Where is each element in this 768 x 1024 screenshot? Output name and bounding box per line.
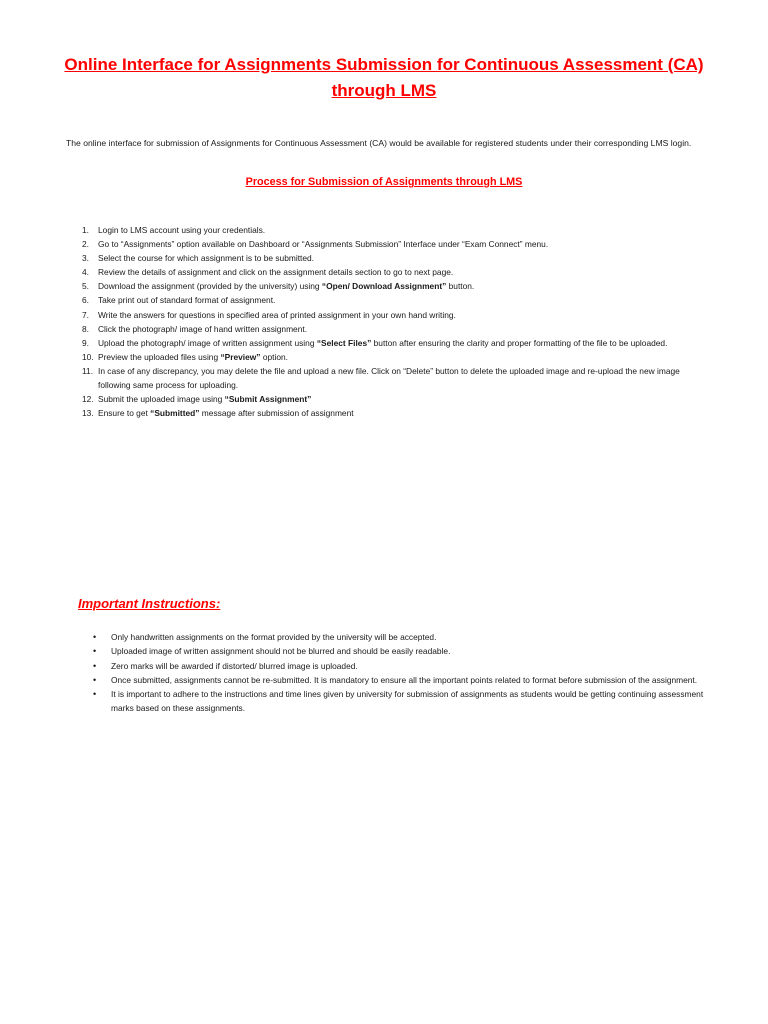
step-item (66, 364, 706, 392)
instruction-item (66, 673, 706, 687)
step-item (66, 406, 706, 420)
step-number: 7. (82, 309, 89, 320)
step-item (66, 350, 706, 364)
step-text: Go to “Assignments” option available on Dashboard or “Assignments Submission” Interface under “Exam Connect” menu. (98, 239, 549, 250)
document-title-line1: Online Interface for Assignments Submission for Continuous Assessment (CA) (64, 55, 704, 74)
step-text: Upload the photograph/ image of written assignment using (98, 337, 317, 348)
step-emphasis: “Open/ Download Assignment” (321, 281, 447, 292)
step-number: 8. (82, 323, 89, 334)
step-number: 4. (82, 267, 89, 278)
instruction-text: Once submitted, assignments cannot be re-submitted. It is mandatory to ensure all the important points related to format before submission of the assignment. (111, 674, 698, 685)
step-item (66, 265, 706, 279)
step-text: Take print out of standard format of assignment. (98, 295, 276, 306)
instruction-item (66, 687, 706, 716)
step-text-end: button after ensuring the clarity and proper formatting of the file to be uploaded. (371, 337, 668, 348)
step-number: 13. (82, 408, 94, 419)
step-item (66, 392, 706, 406)
instruction-item (66, 644, 706, 658)
step-text: Submit the uploaded image using (98, 394, 225, 405)
step-text: Ensure to get (98, 408, 151, 419)
step-number: 12. (82, 394, 94, 405)
process-steps-list (66, 223, 706, 420)
instruction-text: It is important to adhere to the instructions and time lines given by university for submission of assignments as students would be getting continuing assessment marks based on these assignments. (111, 689, 704, 714)
important-instructions-heading: Important Instructions: (78, 596, 221, 611)
instruction-text: Zero marks will be awarded if distorted/ blurred image is uploaded. (111, 660, 358, 671)
step-number: 10. (82, 351, 94, 362)
instruction-item (66, 630, 706, 644)
step-number: 1. (82, 225, 89, 235)
step-number: 6. (82, 295, 89, 306)
step-emphasis: “Select Files” (316, 337, 372, 348)
instructions-list (66, 630, 706, 716)
intro-paragraph: The online interface for submission of Assignments for Continuous Assessment (CA) would be available for registered students under their corresponding LMS login. (66, 138, 692, 148)
step-item (66, 308, 706, 322)
step-item (66, 336, 706, 350)
step-item (66, 322, 706, 336)
step-text: Click the photograph/ image of hand written assignment. (98, 323, 308, 334)
step-number: 2. (82, 239, 89, 250)
step-text: In case of any discrepancy, you may delete the file and upload a new file. Click on “Delete” button to delete the uploaded image and re-upload the new image following same process for uploading. (98, 365, 680, 391)
step-number: 5. (82, 281, 89, 292)
document-title-line2: through LMS (331, 81, 437, 100)
bullet-icon: • (93, 646, 97, 657)
bullet-icon: • (93, 632, 97, 642)
document-title (60, 52, 708, 104)
bullet-icon: • (93, 660, 97, 671)
step-text-end: button. (446, 281, 475, 292)
step-number: 3. (82, 253, 89, 264)
step-emphasis: “Preview” (220, 351, 261, 362)
instruction-text: Only handwritten assignments on the format provided by the university will be accepted. (111, 632, 437, 642)
step-text: Preview the uploaded files using (98, 351, 221, 362)
process-heading: Process for Submission of Assignments through LMS (245, 176, 523, 188)
step-emphasis: “Submit Assignment” (224, 394, 312, 405)
step-number: 9. (82, 337, 89, 348)
instruction-item (66, 659, 706, 673)
step-item (66, 279, 706, 293)
bullet-icon: • (93, 689, 97, 700)
step-item (66, 223, 706, 237)
step-emphasis: “Submitted” (150, 408, 200, 419)
step-text: Download the assignment (provided by the university) using (98, 281, 322, 292)
step-text: Write the answers for questions in specified area of printed assignment in your own hand writing. (98, 309, 456, 320)
step-number: 11. (82, 365, 94, 376)
step-item (66, 237, 706, 251)
step-text: Review the details of assignment and click on the assignment details section to go to next page. (98, 267, 454, 278)
step-text-end: option. (260, 351, 288, 362)
step-text: Login to LMS account using your credentials. (98, 225, 266, 235)
step-item (66, 251, 706, 265)
step-item (66, 293, 706, 307)
step-text: Select the course for which assignment is to be submitted. (98, 253, 314, 264)
instruction-text: Uploaded image of written assignment should not be blurred and should be easily readable. (111, 646, 451, 657)
step-text-end: message after submission of assignment (199, 408, 354, 419)
bullet-icon: • (93, 674, 97, 685)
